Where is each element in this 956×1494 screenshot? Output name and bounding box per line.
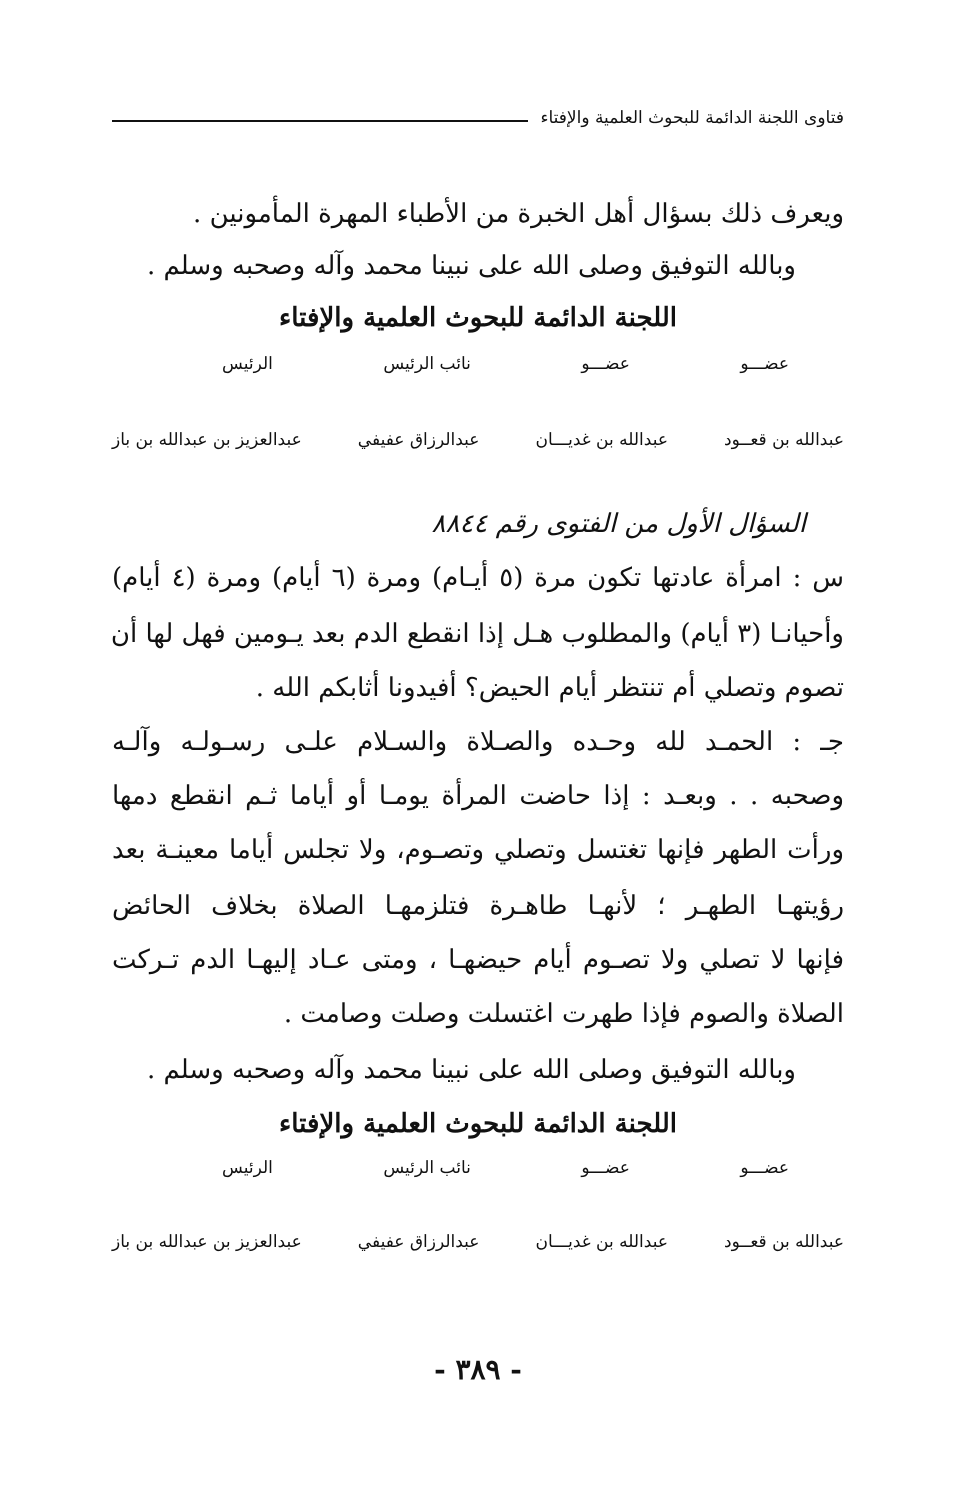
closing-line: وبالله التوفيق وصلى الله على نبينا محمد وآله وصحبه وسلم . xyxy=(146,1055,796,1085)
committee-heading: اللجنة الدائمة للبحوث العلمية والإفتاء xyxy=(279,1109,677,1139)
signature-titles xyxy=(112,352,844,376)
paragraph-line: ويعرف ذلك بسؤال أهل الخبرة من الأطباء المهرة المأمونين . xyxy=(193,199,844,229)
signature-name: عبدالله بن قعــود xyxy=(724,1232,844,1252)
header-rule xyxy=(112,120,528,122)
signature-names xyxy=(112,428,844,452)
question-line: تصوم وتصلي أم تنتظر أيام الحيض؟ أفيدونا أثابكم الله . xyxy=(255,673,844,703)
signature-name: عبدالعزيز بن عبدالله بن باز xyxy=(112,430,302,450)
answer-line: جـ : الحمـد لله وحـده والصـلاة والسـلام علـى رسـولـه وآلـه xyxy=(112,727,844,757)
question-line: وأحيانـا (٣ أيام) والمطلوب هـل إذا انقطع الدم بعد يـومين فهل لها أن xyxy=(110,619,844,649)
question-line: س : امرأة عادتها تكون مرة (٥ أيـام) ومرة (٦ أيام) ومرة (٤ أيام) xyxy=(112,563,845,593)
signature-title: عضـــو xyxy=(581,354,630,374)
running-header xyxy=(112,98,844,128)
answer-line: الصلاة والصوم فإذا طهرت اغتسلت وصلت وصامت . xyxy=(283,999,844,1029)
answer-line: وصحبه . . وبعـد : إذا حاضت المرأة يومـا أو أياما ثـم انقطع دمها xyxy=(112,781,844,811)
signature-title: نائب الرئيس xyxy=(383,1158,471,1178)
answer-line: ورأت الطهر فإنها تغتسل وتصلي وتصـوم، ولا تجلس أياما معينـة بعد xyxy=(112,835,844,865)
question-heading: السؤال الأول من الفتوى رقم ٨٨٤٤ xyxy=(431,509,806,539)
signature-name: عبدالله بن غديـــان xyxy=(535,1232,668,1252)
closing-line: وبالله التوفيق وصلى الله على نبينا محمد وآله وصحبه وسلم . xyxy=(146,251,796,281)
signature-name: عبدالله بن قعــود xyxy=(724,430,844,450)
signature-title: نائب الرئيس xyxy=(383,354,471,374)
signature-title: عضـــو xyxy=(740,1158,789,1178)
page-number: - ٣٨٩ - xyxy=(434,1353,522,1386)
signature-names xyxy=(112,1230,844,1254)
signature-name: عبدالله بن غديـــان xyxy=(535,430,668,450)
signature-name: عبدالرزاق عفيفي xyxy=(357,1232,480,1252)
signature-title: الرئيس xyxy=(222,1158,273,1178)
signature-title: عضـــو xyxy=(581,1158,630,1178)
signature-title: عضـــو xyxy=(740,354,789,374)
header-title: فتاوى اللجنة الدائمة للبحوث العلمية والإفتاء xyxy=(540,108,844,128)
answer-line: فإنها لا تصلي ولا تصـوم أيام حيضهـا ، ومتى عـاد إليهـا الدم تـركت xyxy=(112,945,844,975)
signature-name: عبدالرزاق عفيفي xyxy=(357,430,480,450)
signature-titles xyxy=(112,1156,844,1180)
signature-name: عبدالعزيز بن عبدالله بن باز xyxy=(112,1232,302,1252)
answer-line: رؤيتهـا الطهـر ؛ لأنهـا طاهـرة فتلزمهـا الصلاة بخلاف الحائض xyxy=(112,891,844,921)
committee-heading: اللجنة الدائمة للبحوث العلمية والإفتاء xyxy=(279,303,677,333)
signature-title: الرئيس xyxy=(222,354,273,374)
